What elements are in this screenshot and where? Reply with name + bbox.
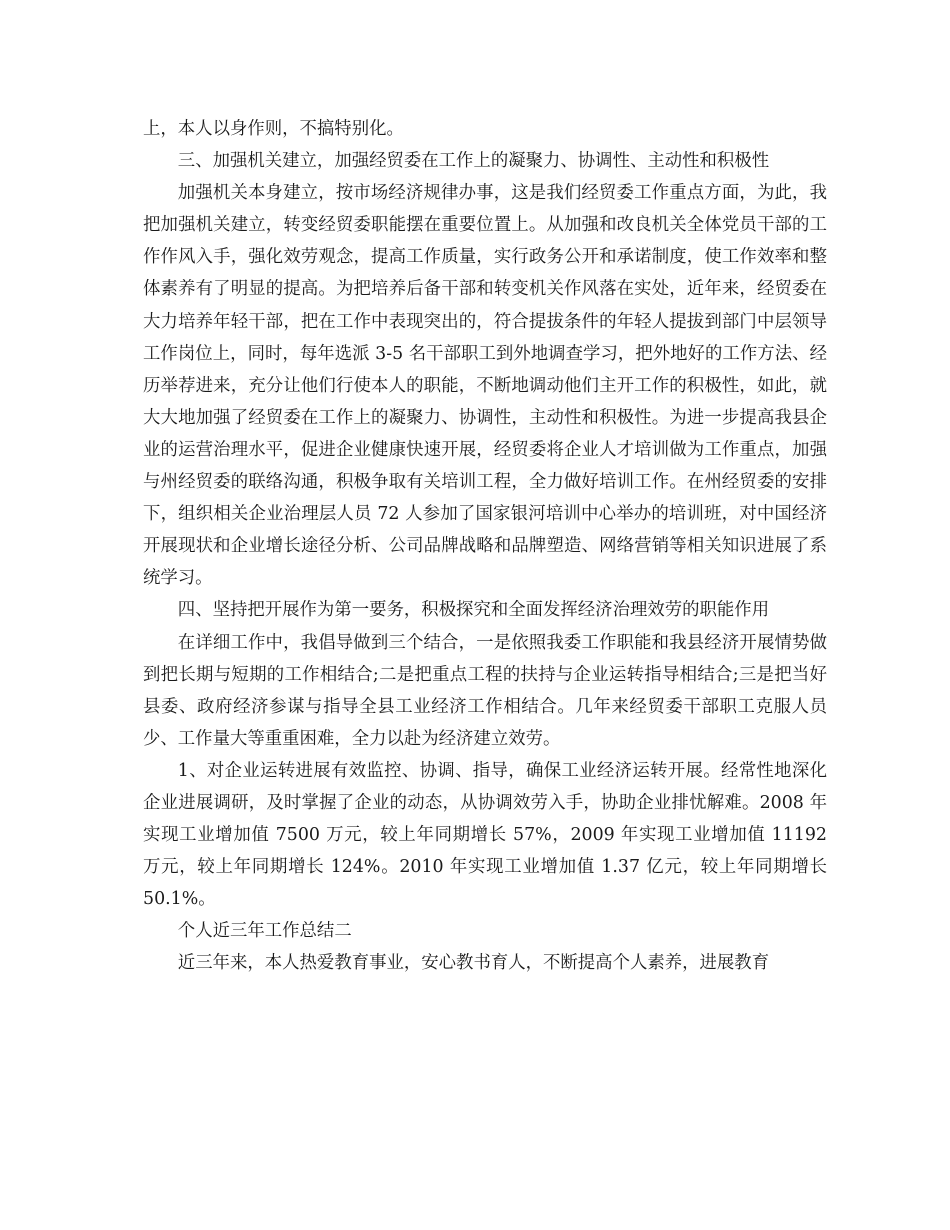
section-heading-4: 四、坚持把开展作为第一要务，积极探究和全面发挥经济治理效劳的职能作用 <box>177 600 770 621</box>
document-body <box>143 113 827 980</box>
paragraph-summary-2-start: 近三年来，本人热爱教育事业，安心教书育人，不断提高个人素养，进展教育 <box>177 953 770 974</box>
paragraph-three-combinations: 在详细工作中，我倡导做到三个结合，一是依照我委工作职能和我县经济开展情势做到把长期与短期的工作相结合;二是把重点工程的扶持与企业运转指导相结合;三是把当好县委、政府经济参谋与指导全县工业经济工作相结合。几年来经贸委干部职工克服人员少、工作量大等重重困难，全力以赴为经济建立效劳。 <box>143 632 827 749</box>
summary-title-2: 个人近三年工作总结二 <box>177 921 352 942</box>
paragraph-continuation: 上，本人以身作则，不搞特别化。 <box>143 119 404 139</box>
section-heading-3: 三、加强机关建立，加强经贸委在工作上的凝聚力、协调性、主动性和积极性 <box>177 151 770 172</box>
paragraph-organ-building: 加强机关本身建立，按市场经济规律办事，这是我们经贸委工作重点方面，为此，我把加强机关建立，转变经贸委职能摆在重要位置上。从加强和改良机关全体党员干部的工作作风入手，强化效劳观念，提高工作质量，实行政务公开和承诺制度，使工作效率和整体素养有了明显的提高。为把培养后备干部和转变机关作风落在实处，近年来，经贸委在大力培养年轻干部，把在工作中表现突出的，符合提拔条件的年轻人提拔到部门中层领导工作岗位上，同时，每年选派 3-5 名干部职工到外地调查学习，把外地好的工作方法、经历举荐进来，充分让他们行使本人的职能，不断地调动他们主开工作的积极性，如此，就大大地加强了经贸委在工作上的凝聚力、协调性，主动性和积极性。为进一步提高我县企业的运营治理水平，促进企业健康快速开展，经贸委将企业人才培训做为工作重点，加强与州经贸委的联络沟通，积极争取有关培训工程，全力做好培训工作。在州经贸委的安排下，组织相关企业治理层人员 72 人参加了国家银河培训中心举办的培训班，对中国经济开展现状和企业增长途径分析、公司品牌战略和品牌塑造、网络营销等相关知识进展了系统学习。 <box>143 183 827 589</box>
paragraph-enterprise-monitoring: 1、对企业运转进展有效监控、协调、指导，确保工业经济运转开展。经常性地深化企业进展调研，及时掌握了企业的动态，从协调效劳入手，协助企业排忧解难。2008 年实现工业增加值 7500 万元，较上年同期增长 57%，2009 年实现工业增加值 11192 万元，较上年同期增长 124%。2010 年实现工业增加值 1.37 亿元，较上年同期增长 50.1%。 <box>143 760 827 910</box>
